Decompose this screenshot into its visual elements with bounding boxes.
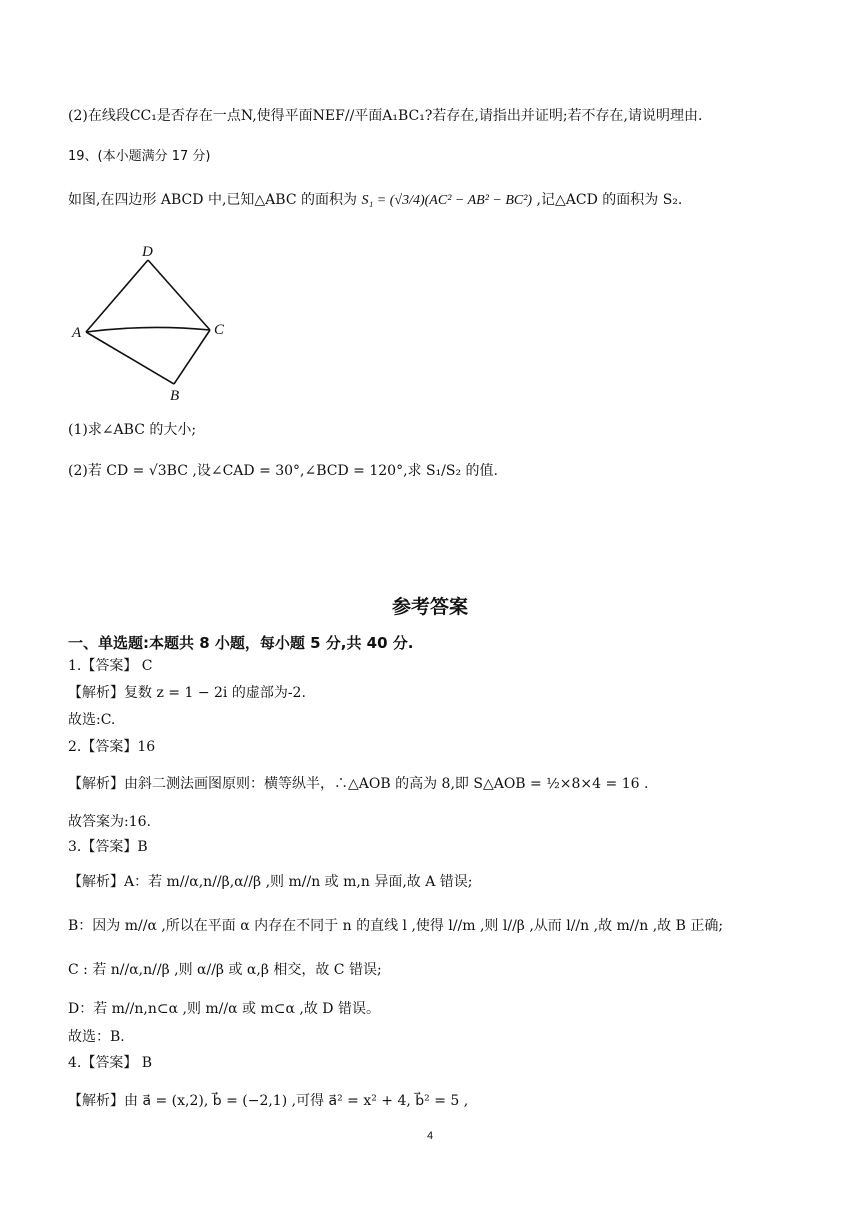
quadrilateral-figure [70,240,240,410]
q19-stem [68,190,682,211]
label-d: D [142,244,153,260]
q19-stem-suffix: ,记△ACD 的面积为 S₂. [536,192,683,208]
q3-answer: 3.【答案】B [68,839,148,855]
edge-bc [174,330,210,384]
q2-answer: 2.【答案】16 [68,739,156,755]
q1-conclusion: 故选:C. [68,712,116,728]
q19-part1: (1)求∠ABC 的大小; [68,422,197,438]
q2-explanation: 【解析】由斜二测法画图原则：横等纵半，∴△AOB 的高为 8,即 S△AOB = ½×8×4 = 16 . [68,776,649,792]
q4-answer: 4.【答案】 B [68,1055,153,1071]
q3-option-d: D：若 m//n,n⊂α ,则 m//α 或 m⊂α ,故 D 错误。 [68,1001,380,1017]
q19-s1-formula: S₁ = (√3/4)(AC² − AB² − BC²) [361,193,533,208]
q19-header: 19、(本小题满分 17 分) [68,149,211,164]
edge-ad [86,260,148,332]
q1-explanation: 【解析】复数 z = 1 − 2i 的虚部为-2. [68,685,306,701]
edge-ac [86,327,210,332]
page-number: 4 [426,1130,434,1142]
edge-dc [148,260,210,330]
q19-stem-prefix: 如图,在四边形 ABCD 中,已知△ABC 的面积为 [68,192,357,208]
q3-option-c: C : 若 n//α,n//β ,则 α//β 或 α,β 相交，故 C 错误; [68,962,382,978]
edge-ab [86,332,174,384]
q1-answer: 1.【答案】 C [68,658,153,674]
label-b: B [170,388,180,404]
answers-title: 参考答案 [391,596,468,618]
q3-option-b: B：因为 m//α ,所以在平面 α 内存在不同于 n 的直线 l ,使得 l//m ,则 l//β ,从而 l//n ,故 m//n ,故 B 正确; [68,918,724,934]
label-c: C [214,322,225,338]
q19-part2: (2)若 CD = √3BC ,设∠CAD = 30°,∠BCD = 120°,求 S₁/S₂ 的值. [68,463,499,479]
section-heading: 一、单选题:本题共 8 小题，每小题 5 分,共 40 分. [68,634,414,652]
q3-conclusion: 故选：B. [68,1029,125,1045]
label-a: A [72,325,82,341]
q4-explanation: 【解析】由 a⃗ = (x,2), b⃗ = (−2,1) ,可得 a⃗² = x² + 4, b⃗² = 5 , [68,1093,469,1109]
q2-conclusion: 故答案为:16. [68,814,151,830]
q18-part2: (2)在线段CC₁是否存在一点N,使得平面NEF//平面A₁BC₁?若存在,请指出并证明;若不存在,请说明理由. [68,108,703,124]
q3-option-a: 【解析】A：若 m//α,n//β,α//β ,则 m//n 或 m,n 异面,故 A 错误; [68,874,473,890]
